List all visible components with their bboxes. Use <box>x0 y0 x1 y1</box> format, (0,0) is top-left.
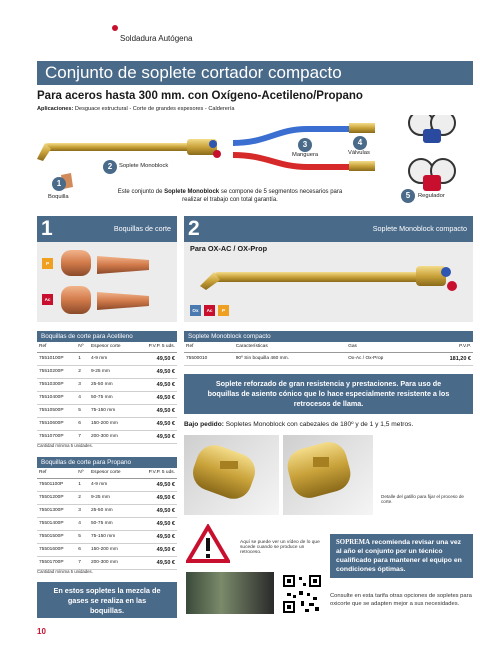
table-cell: 75510100P <box>37 352 76 365</box>
propane-chip: P <box>42 258 53 269</box>
torch-table: Ref Características Gas P.V.P. 75500010 90º Sin boquilla 460 mm. Ox-Ac / Ox-Prop 181,20 € <box>184 342 473 366</box>
table-cell: 49,50 € <box>135 378 177 391</box>
table-row <box>37 391 177 404</box>
table-row <box>37 417 177 430</box>
table-cell: 49,50 € <box>135 404 177 417</box>
table-cell: 75510400P <box>37 391 76 404</box>
highlight-box: Soplete reforzado de gran resistencia y prestaciones. Para uso de boquillas de asiento cónico que lo hace especialmente resistente a los retrocesos de llama. <box>184 374 473 414</box>
table-cell: 75510200P <box>37 365 76 378</box>
table-cell: 25-50 mm <box>89 504 135 517</box>
table-cell: 49,50 € <box>135 478 177 491</box>
table-cell: 75501200P <box>37 491 76 504</box>
propane-note: Cantidad mínima 5 unidades. <box>37 569 93 574</box>
table-cell: 3 <box>76 504 89 517</box>
table-cell: 49,50 € <box>135 530 177 543</box>
table-cell: 75501700P <box>37 556 76 569</box>
acetylene-chip-2: Ac <box>204 305 215 316</box>
bajo-pedido: Bajo pedido: Sopletes Monoblock con cabezales de 180º y de 1 y 1,5 metros. <box>184 421 414 428</box>
propane-table: Ref Nº Espesor corte P.V.P. 5 uds. 75501100P 1 4-9 mm 49,50 € 75501200P 2 9-25 mm 49,50 € 75501300P 3 25-50 mm 49,50 € 75501400P 4 50-75 mm 49,50 € 75501500P 5 75-150 mm 49,50 € 75501600P 6 150-200 mm 49,50 € 75501700P 7 200-300 mm 49,50 € <box>37 468 177 570</box>
bottom-note-box: En estos sopletes la mezcla de gases se realiza en las boquillas. <box>37 582 177 618</box>
cutting-photo <box>186 572 274 614</box>
table-row <box>37 365 177 378</box>
part-badge-4: 4 <box>353 136 367 150</box>
table-cell: 75510600P <box>37 417 76 430</box>
table-row <box>37 378 177 391</box>
propane-chip-2: P <box>218 305 229 316</box>
table-cell: 200-300 mm <box>89 556 135 569</box>
table-cell: 7 <box>76 430 89 443</box>
section-2-header: 2 Soplete Monoblock compacto <box>184 216 473 242</box>
table-cell: 200-300 mm <box>89 430 135 443</box>
table-row <box>37 478 177 491</box>
acetylene-table: Ref Nº Espesor corte P.V.P. 5 uds. 75510100P 1 4-9 mm 49,50 € 75510200P 2 9-25 mm 49,50 € 75510300P 3 25-50 mm 49,50 € 75510400P 4 50-75 mm 49,50 € 75510500P 5 75-150 mm 49,50 € 75510600P 6 150-200 mm 49,50 € 75510700P 7 200-300 mm 49,50 € <box>37 342 177 444</box>
table-cell: 5 <box>76 530 89 543</box>
table-cell: 75501100P <box>37 478 76 491</box>
part-label-4: Válvulas <box>348 150 370 156</box>
acetylene-table-title: Boquillas de corte para Acetileno <box>37 331 177 342</box>
warning-icon <box>186 524 230 564</box>
table-cell: 75510500P <box>37 404 76 417</box>
table-cell: 9-25 mm <box>89 491 135 504</box>
table-cell: 25-50 mm <box>89 378 135 391</box>
table-cell: 1 <box>76 478 89 491</box>
page-subtitle: Para aceros hasta 300 mm. con Oxígeno-Acetileno/Propano <box>37 90 363 102</box>
table-cell: 49,50 € <box>135 491 177 504</box>
table-cell: 7 <box>76 556 89 569</box>
brand-dot <box>112 25 118 31</box>
table-row <box>37 556 177 569</box>
acetylene-chip: Ac <box>42 294 53 305</box>
table-cell: 49,50 € <box>135 365 177 378</box>
part-badge-1: 1 <box>52 177 66 191</box>
acetylene-note: Cantidad mínima 5 unidades. <box>37 443 93 448</box>
part-label-1: Boquilla <box>48 194 69 200</box>
intro-text: Este conjunto de Soplete Monoblock se compone de 5 segmentos necesarios para realizar el trabajo con total garantía. <box>117 189 343 203</box>
table-cell: 75501300P <box>37 504 76 517</box>
propane-table-title: Boquillas de corte para Propano <box>37 457 177 468</box>
oxygen-chip: Ox <box>190 305 201 316</box>
table-cell: 49,50 € <box>135 517 177 530</box>
table-cell: 49,50 € <box>135 391 177 404</box>
table-cell: 75501400P <box>37 517 76 530</box>
trigger-image-1 <box>184 435 279 515</box>
table-cell: 75-150 mm <box>89 404 135 417</box>
table-cell: 5 <box>76 404 89 417</box>
table-row <box>37 504 177 517</box>
table-cell: 6 <box>76 417 89 430</box>
table-cell: 49,50 € <box>135 352 177 365</box>
table-cell: 2 <box>76 491 89 504</box>
table-cell: 75510700P <box>37 430 76 443</box>
table-cell: 49,50 € <box>135 556 177 569</box>
table-cell: 50-75 mm <box>89 391 135 404</box>
part-badge-2: 2 <box>103 160 117 174</box>
table-cell: 4 <box>76 517 89 530</box>
torch-table-row: 75500010 90º Sin boquilla 460 mm. Ox-Ac / Ox-Prop 181,20 € <box>184 352 473 365</box>
table-cell: 75501600P <box>37 543 76 556</box>
qr-code-icon[interactable] <box>281 573 323 615</box>
table-cell: 1 <box>76 352 89 365</box>
table-cell: 75-150 mm <box>89 530 135 543</box>
table-row <box>37 543 177 556</box>
section-1-header: 1 Boquillas de corte <box>37 216 177 242</box>
table-cell: 75510300P <box>37 378 76 391</box>
table-cell: 50-75 mm <box>89 517 135 530</box>
table-row <box>37 352 177 365</box>
table-cell: 4 <box>76 391 89 404</box>
soprema-box: SOPREMA recomienda revisar una vez al año el conjunto por un técnico cualificado para mantener el equipo en condiciones óptimas. <box>330 534 473 578</box>
table-cell: 150-200 mm <box>89 543 135 556</box>
table-cell: 6 <box>76 543 89 556</box>
table-cell: 49,50 € <box>135 504 177 517</box>
warning-text: Aquí se puede ver un vídeo de lo que sucede cuando se produce un retroceso. <box>240 540 320 555</box>
table-row <box>37 517 177 530</box>
trigger-image-2 <box>283 435 373 515</box>
part-badge-5: 5 <box>401 189 415 203</box>
table-row <box>37 491 177 504</box>
torch-subtitle: Para OX-AC / OX-Prop <box>190 244 268 253</box>
table-cell: 49,50 € <box>135 417 177 430</box>
table-cell: 3 <box>76 378 89 391</box>
table-cell: 2 <box>76 365 89 378</box>
table-cell: 150-200 mm <box>89 417 135 430</box>
consult-text: Consulte en esta tarifa otras opciones de sopletes para oxicorte que se adapten mejor a sus necesidades. <box>330 593 472 607</box>
table-row <box>37 430 177 443</box>
nozzles-image <box>37 242 177 322</box>
trigger-caption: Detalle del gatillo para fijar el proceso de corte. <box>381 494 464 504</box>
section-label: Soldadura Autógena <box>120 34 193 43</box>
torch-table-title: Soplete Monoblock compacto <box>184 331 473 342</box>
table-cell: 49,50 € <box>135 430 177 443</box>
page-number: 10 <box>37 627 46 636</box>
part-label-5: Regulador <box>418 193 445 199</box>
table-cell: 4-9 mm <box>89 478 135 491</box>
part-badge-3: 3 <box>298 138 312 152</box>
table-cell: 75501500P <box>37 530 76 543</box>
table-cell: 49,50 € <box>135 543 177 556</box>
part-label-3: Manguera <box>292 152 319 158</box>
table-row <box>37 530 177 543</box>
table-row <box>37 404 177 417</box>
part-label-2: Soplete Monoblock <box>119 163 169 169</box>
applications: Aplicaciones: Desguace estructural - Corte de grandes espesores - Calderería <box>37 106 235 112</box>
page-title: Conjunto de soplete cortador compacto <box>37 61 473 85</box>
table-cell: 4-9 mm <box>89 352 135 365</box>
table-cell: 9-25 mm <box>89 365 135 378</box>
